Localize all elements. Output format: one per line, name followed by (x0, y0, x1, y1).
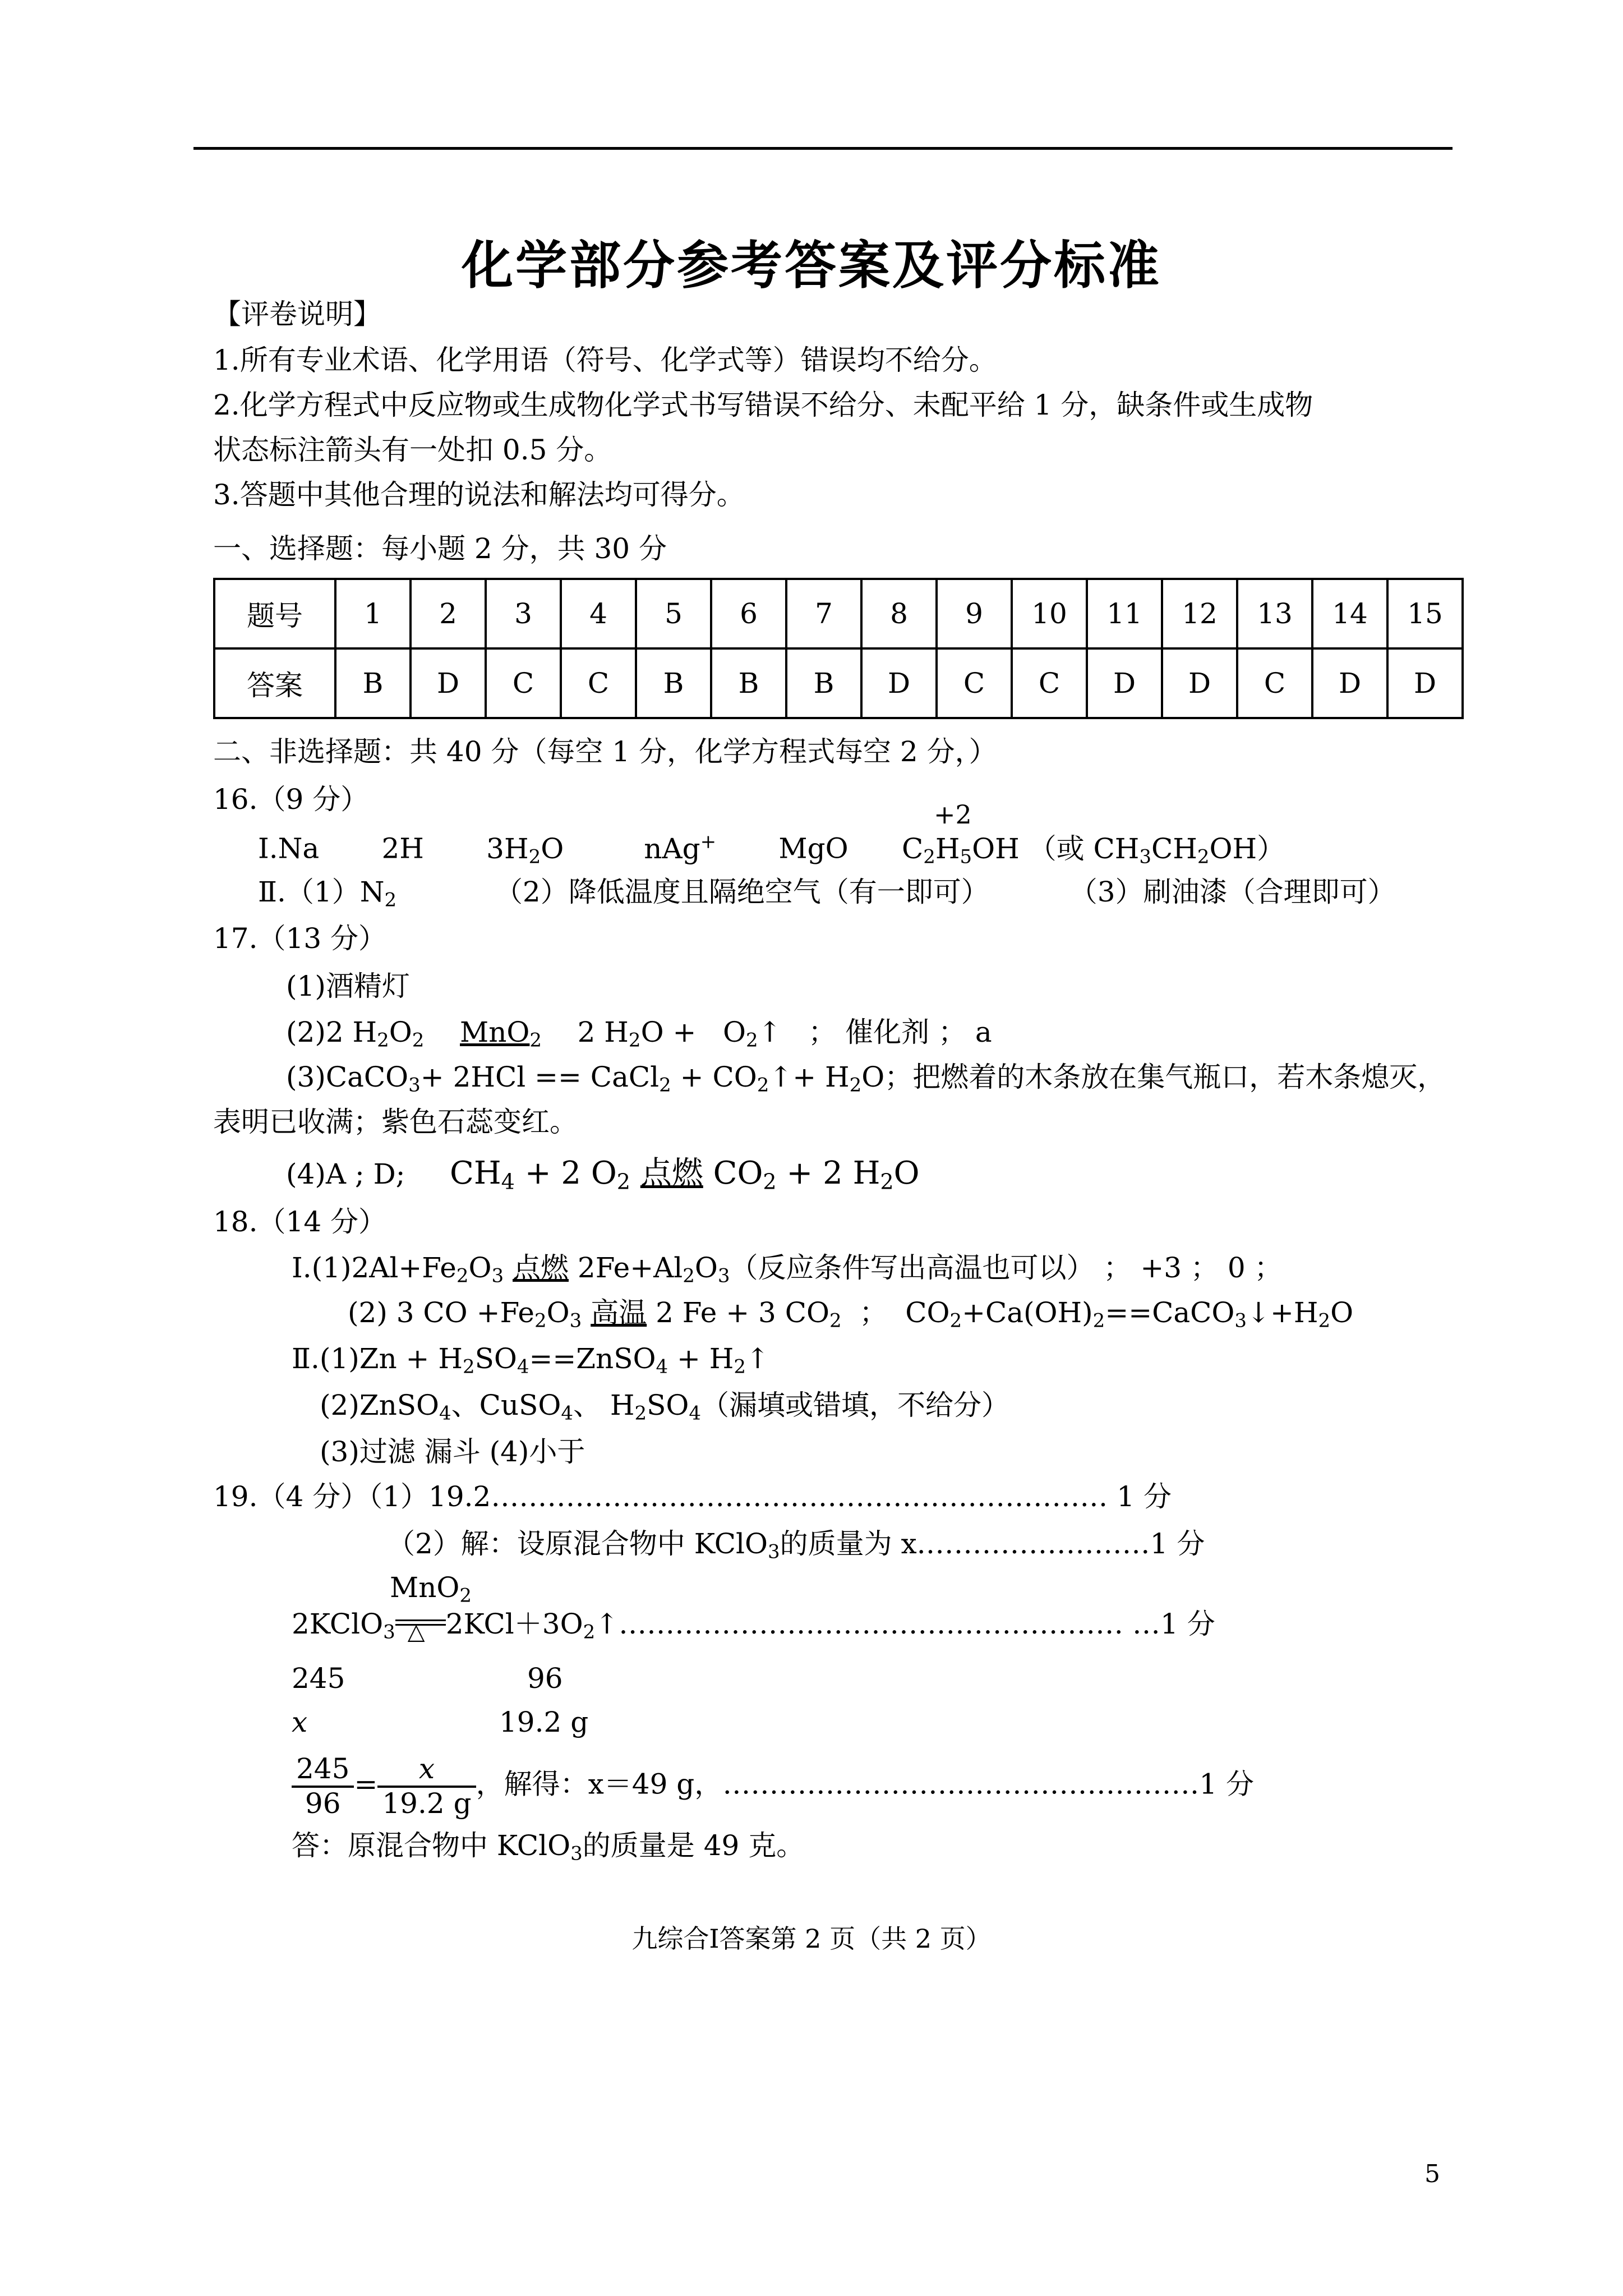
q17-label: 17.（13 分） (213, 922, 387, 955)
answer-cell: D (1387, 648, 1463, 718)
q19-equation: 2KClO$_3$ △ $2KCl+3O_2↑\dots\dots\dots\dots\dots\dots\dots\dots\dots\dots\dots\dots\dots\dots\dots\dots\dots\dots$ …1 分 (292, 1608, 1215, 1645)
answer-cell: D (1312, 648, 1387, 718)
question-number: 14 (1312, 579, 1387, 648)
q17-p3: (3)CaCO$_3$+ 2HCl == CaCl$_2$ + $CO_2↑+ H_2O$；把燃着的木条放在集气瓶口，若木条熄灭， (286, 1061, 1446, 1097)
q16-nag: nAg+ (644, 830, 717, 865)
fraction-left: $\frac{245}{96}$ (292, 1753, 354, 1820)
table-row-answers (214, 648, 1463, 718)
page-footer: 九综合Ⅰ答案第 2 页（共 2 页） (631, 1924, 992, 1954)
answer-cell: B (711, 648, 786, 718)
answer-cell: D (1162, 648, 1237, 718)
question-number: 1 (335, 579, 411, 648)
q19-catalyst: MnO$_2$ (390, 1571, 472, 1607)
q18-ii1: Ⅱ.(1)Zn + $H_2SO_4==ZnSO_4$ + $H_2↑$ (292, 1342, 769, 1378)
q19-score1: 1 分 (1117, 1480, 1172, 1513)
q18-ii2: (2)ZnSO$_4$、CuSO$_4$、 $H_2SO_4$（漏填或错填，不给分） (320, 1389, 1010, 1425)
q16-n2: $Ⅱ.(1)N_2$ (258, 876, 397, 912)
answer-cell: C (561, 648, 636, 718)
answer-cell: D (861, 648, 937, 718)
answer-cell: B (786, 648, 861, 718)
q16-label: 16.（9 分） (213, 783, 369, 816)
q19-molar-245: 245 (292, 1662, 345, 1695)
q19-score4: 1 分 (1199, 1768, 1255, 1801)
q19-score3: 1 分 (1160, 1608, 1215, 1640)
question-number: 8 (861, 579, 937, 648)
note-2b: 状态标注箭头有一处扣 0.5 分。 (213, 434, 612, 466)
q19-mass: 19.2 g (499, 1706, 589, 1738)
q18-cond2: 高温 (591, 1296, 647, 1329)
q19-molar-96: 96 (527, 1662, 563, 1695)
q18-label: 18.（14 分） (213, 1205, 387, 1238)
question-number: 10 (1012, 579, 1087, 648)
q19-score2: 1 分 (1150, 1527, 1205, 1560)
q16-part1 (258, 830, 1285, 868)
page-number: 5 (1424, 2160, 1440, 2188)
row-header-question: 题号 (214, 579, 335, 648)
answer-cell: D (411, 648, 486, 718)
answer-table (213, 578, 1464, 719)
note-1: 1.所有专业术语、化学用语（符号、化学式等）错误均不给分。 (213, 344, 997, 376)
q18-i1-tail: （反应条件写出高温也可以） ； +3 ； 0 ； (730, 1251, 1283, 1284)
q19-x: x (292, 1706, 308, 1738)
question-number: 13 (1237, 579, 1312, 648)
q16-ii3: （3）刷油漆（合理即可） (1069, 876, 1396, 908)
mgo-charge: +2 (934, 799, 972, 830)
q18-ii2-tail: （漏填或错填，不给分） (701, 1389, 1010, 1421)
q17-p2: (2)2 $H_2O_2$ MnO$_2$ 2 $H_2O$ + $O_2↑$ ； 催化剂 ； a (286, 1016, 992, 1052)
question-number: 15 (1387, 579, 1463, 648)
answer-cell: B (335, 648, 411, 718)
q19-answer: 答：原混合物中 KClO$_3$的质量是 49 克。 (292, 1829, 805, 1865)
page-title: 化学部分参考答案及评分标准 (461, 235, 1161, 296)
fraction-right: $\frac{x}{19.2 g}$ (377, 1753, 476, 1820)
q16-mgo: MgO (778, 832, 849, 865)
answer-cell: C (486, 648, 561, 718)
answer-cell: B (636, 648, 711, 718)
table-row-numbers (214, 579, 1463, 648)
section1-heading: 一、选择题：每小题 2 分，共 30 分 (213, 532, 667, 565)
section2-heading: 二、非选择题：共 40 分（每空 1 分，化学方程式每空 2 分，） (213, 735, 997, 768)
question-number: 3 (486, 579, 561, 648)
top-rule (193, 147, 1453, 150)
q17-p4: (4)A ; D; $CH_4 + 2$ $O_2$ 点燃 $CO_2 + 2$ $H_2O$ (286, 1155, 920, 1194)
answer-cell: C (1237, 648, 1312, 718)
row-header-answer: 答案 (214, 648, 335, 718)
q18-cond1: 点燃 (513, 1251, 569, 1284)
q16-ethanol-alt: （或 $CH_3CH_2OH$） (1028, 832, 1285, 868)
notes-heading: 【评卷说明】 (213, 298, 381, 330)
question-number: 4 (561, 579, 636, 648)
note-3: 3.答题中其他合理的说法和解法均可得分。 (213, 478, 745, 511)
q17-p2-rest: ； 催化剂 ； a (808, 1016, 992, 1048)
q19-proportion: $\frac{245}{96}$ = $\frac{x}{19.2 g}$ ，解得：x＝49 g，……………………………………………1 分 (292, 1753, 1254, 1820)
question-number: 12 (1162, 579, 1237, 648)
answer-cell: D (1087, 648, 1162, 718)
answer-cell: C (937, 648, 1012, 718)
question-number: 7 (786, 579, 861, 648)
answer-cell: C (1012, 648, 1087, 718)
q16-part2 (258, 875, 1396, 912)
q18-ii3: (3)过滤 漏斗 (4)小于 (320, 1435, 585, 1468)
q16-ii2: （2）降低温度且隔绝空气（有一即可） (494, 876, 989, 908)
q19-p2: （2）解：设原混合物中 KClO$_3$的质量为 x.……………………1 分 (387, 1527, 1205, 1563)
question-number: 9 (937, 579, 1012, 648)
q16-na: Ⅰ.Na (258, 832, 320, 865)
question-number: 6 (711, 579, 786, 648)
q17-p1: (1)酒精灯 (286, 970, 410, 1002)
question-number: 2 (411, 579, 486, 648)
q16-ethanol: $C_2H_5OH$ (901, 832, 1020, 868)
q16-3h2o: $3H_2O$ (486, 832, 564, 868)
q17-catalyst: MnO$_2$ (460, 1016, 542, 1052)
q17-p3a: 把燃着的木条放在集气瓶口，若木条熄灭， (912, 1061, 1446, 1093)
q17-p3b: 表明已收满；紫色石蕊变红。 (213, 1106, 578, 1138)
note-2a: 2.化学方程式中反应物或生成物化学式书写错误不给分、未配平给 1 分，缺条件或生成物 (213, 389, 1313, 421)
question-number: 11 (1087, 579, 1162, 648)
q18-i2: (2) 3 CO $+Fe_2O_3$ 高温 2 Fe + 3 $CO_2$ ； $CO_2+Ca(OH)_2==CaCO_3↓+H_2O$ (348, 1296, 1354, 1332)
q17-condition: 点燃 (640, 1155, 703, 1191)
q18-i1: $Ⅰ.(1)2Al+Fe_2O_3$ 点燃 $2Fe+Al_2O_3$（反应条件写出高温也可以） ； +3 ； 0 ； (292, 1251, 1283, 1287)
q17-p4-prefix: (4)A ; D; (286, 1158, 405, 1190)
question-number: 5 (636, 579, 711, 648)
q19-p1: 19.（4 分）（1）19.2………………………………………………………… 1 分 (213, 1480, 1172, 1513)
q16-2h: 2H (381, 832, 424, 865)
